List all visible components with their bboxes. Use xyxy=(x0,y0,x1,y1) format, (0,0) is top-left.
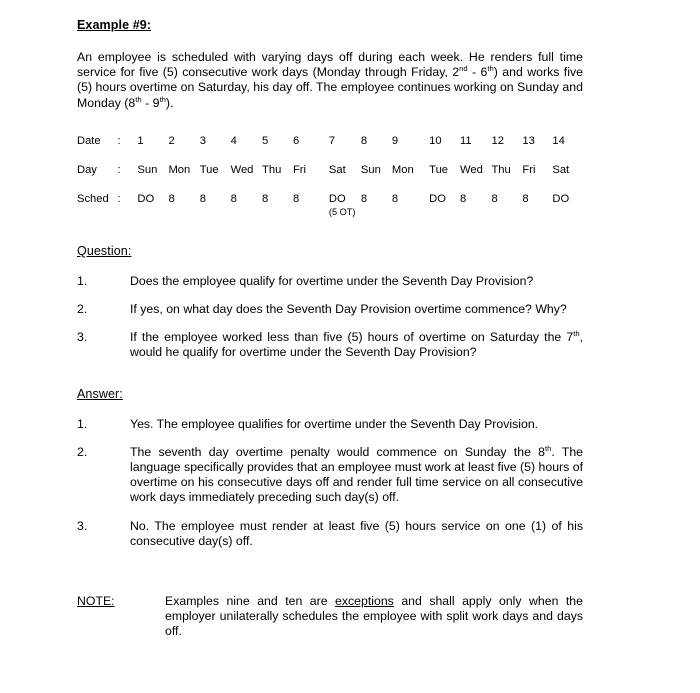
date-cell-7: 7 xyxy=(328,134,336,147)
list-item xyxy=(77,330,583,360)
question-3-sup-7th: th xyxy=(573,329,580,339)
question-text-2: If yes, on what day does the Seventh Day Provision overtime commence? Why? xyxy=(130,302,567,317)
note-part1: Examples nine and ten are xyxy=(165,594,336,609)
overtime-note: (5 OT) xyxy=(328,206,356,217)
spacer-cell xyxy=(77,148,583,163)
table-row-sched xyxy=(77,192,583,218)
day-cell-6: Fri xyxy=(292,163,307,176)
spacer xyxy=(77,549,583,594)
sched-cell-7-value: DO xyxy=(328,192,346,205)
row-colon-sched: : xyxy=(117,192,121,205)
intro-text-part5: ). xyxy=(165,95,174,110)
date-cell-8: 8 xyxy=(360,134,368,147)
sched-cell-2: 8 xyxy=(168,192,175,205)
intro-text-part3: ) and works five (5) hours overtime on Saturday, his day off. The employee continues working on Sunday and Monday (8 xyxy=(77,65,583,110)
question-number-1: 1. xyxy=(77,273,88,288)
sched-cell-12: 8 xyxy=(491,192,498,205)
intro-text-part2: - 6 xyxy=(467,65,488,80)
question-3-part2: , would he qualify for overtime under the Seventh Day Provision? xyxy=(130,330,583,360)
note-part2: and shall apply only when the employer unilaterally schedules the employee with split work days and days off. xyxy=(165,594,583,639)
answer-text-1: Yes. The employee qualifies for overtime under the Seventh Day Provision. xyxy=(130,416,539,431)
day-cell-14: Sat xyxy=(552,163,570,176)
sched-cell-13: 8 xyxy=(522,192,529,205)
question-text-3 xyxy=(130,330,583,360)
intro-sup-2nd: nd xyxy=(459,64,468,74)
date-cell-10: 10 xyxy=(429,134,442,147)
spacer xyxy=(77,361,583,387)
list-item xyxy=(77,302,583,317)
intro-paragraph xyxy=(77,50,583,111)
answer-number-1: 1. xyxy=(77,416,88,431)
answer-list xyxy=(77,417,583,549)
question-3-part1: If the employee worked less than five (5) hours of overtime on Saturday the 7 xyxy=(130,330,574,345)
date-cell-3: 3 xyxy=(199,134,206,147)
answer-2-part1: The seventh day overtime penalty would commence on Sunday the 8 xyxy=(130,444,545,459)
sched-cell-14: DO xyxy=(552,192,570,205)
spacer xyxy=(77,402,583,417)
sched-cell-3: 8 xyxy=(199,192,206,205)
list-item xyxy=(77,274,583,289)
row-label-date: Date xyxy=(77,134,101,147)
day-cell-5: Thu xyxy=(262,163,282,176)
day-cell-12: Thu xyxy=(491,163,511,176)
answer-text-3: No. The employee must render at least five (5) hours service on one (1) of his consecutive day(s) off. xyxy=(130,518,583,548)
sched-cell-6: 8 xyxy=(292,192,300,205)
sched-cell-8: 8 xyxy=(360,192,368,205)
sched-cell-4: 8 xyxy=(230,192,237,205)
day-cell-8: Sun xyxy=(360,163,381,176)
sched-cell-9: 8 xyxy=(391,192,399,205)
date-cell-14: 14 xyxy=(552,134,565,147)
note-underlined-word: exceptions xyxy=(335,594,394,609)
schedule-table xyxy=(77,134,583,218)
date-cell-1: 1 xyxy=(137,134,144,147)
table-row-spacer xyxy=(77,148,583,163)
spacer-cell xyxy=(77,177,583,192)
spacer xyxy=(77,259,583,274)
date-cell-2: 2 xyxy=(168,134,175,147)
sched-cell-1: DO xyxy=(137,192,155,205)
page-title: Example #9: xyxy=(77,18,152,32)
intro-sup-8th: th xyxy=(135,94,142,104)
row-label-sched: Sched xyxy=(77,192,109,205)
row-label-day: Day xyxy=(77,163,97,176)
date-cell-5: 5 xyxy=(262,134,269,147)
note-block xyxy=(77,594,583,640)
answer-number-2: 2. xyxy=(77,444,88,459)
day-cell-4: Wed xyxy=(230,163,254,176)
sched-cell-11: 8 xyxy=(460,192,467,205)
spacer xyxy=(77,111,583,134)
spacer xyxy=(77,33,583,50)
list-item xyxy=(77,445,583,506)
day-cell-7: Sat xyxy=(328,163,346,176)
intro-text-part4: - 9 xyxy=(141,95,160,110)
answer-2-sup-8th: th xyxy=(545,443,552,453)
note-label: NOTE: xyxy=(77,594,115,609)
row-colon-date: : xyxy=(117,134,121,147)
spacer xyxy=(77,218,583,244)
day-cell-2: Mon xyxy=(168,163,191,176)
intro-text-part1: An employee is scheduled with varying days off during each week. He renders full time service for five (5) consecutive work days (Monday through Friday, 2 xyxy=(77,50,583,80)
answer-section-label: Answer: xyxy=(77,386,123,401)
sched-cell-10: DO xyxy=(429,192,446,205)
day-cell-11: Wed xyxy=(460,163,483,176)
date-cell-11: 11 xyxy=(460,134,472,147)
table-row-date xyxy=(77,134,583,148)
table-row-spacer xyxy=(77,177,583,192)
date-cell-12: 12 xyxy=(491,134,504,147)
answer-2-part2: . The language specifically provides that an employee must work at least five (5) hours of overtime on his consecutive days off and render full time service on all consecutive work days immediately preceding such day(s) off. xyxy=(130,444,583,505)
intro-sup-6th: th xyxy=(487,64,494,74)
list-item xyxy=(77,519,583,549)
day-cell-9: Mon xyxy=(391,163,414,176)
answer-text-2 xyxy=(130,445,583,506)
date-cell-9: 9 xyxy=(391,134,399,147)
note-text xyxy=(165,594,583,640)
question-section-label: Question: xyxy=(77,243,132,258)
date-cell-13: 13 xyxy=(522,134,535,147)
day-cell-1: Sun xyxy=(137,163,158,176)
document-content xyxy=(77,18,583,640)
question-list xyxy=(77,274,583,361)
day-cell-10: Tue xyxy=(429,163,449,176)
list-item xyxy=(77,417,583,432)
answer-number-3: 3. xyxy=(77,518,88,533)
sched-cell-7 xyxy=(329,192,361,218)
date-cell-6: 6 xyxy=(292,134,300,147)
date-cell-4: 4 xyxy=(230,134,237,147)
day-cell-13: Fri xyxy=(522,163,536,176)
day-cell-3: Tue xyxy=(199,163,219,176)
question-text-1: Does the employee qualify for overtime under the Seventh Day Provision? xyxy=(130,273,534,288)
question-number-3: 3. xyxy=(77,330,88,345)
table-row-day xyxy=(77,163,583,177)
intro-sup-9th: th xyxy=(159,94,166,104)
question-number-2: 2. xyxy=(77,302,88,317)
sched-cell-5: 8 xyxy=(262,192,269,205)
row-colon-day: : xyxy=(117,163,121,176)
